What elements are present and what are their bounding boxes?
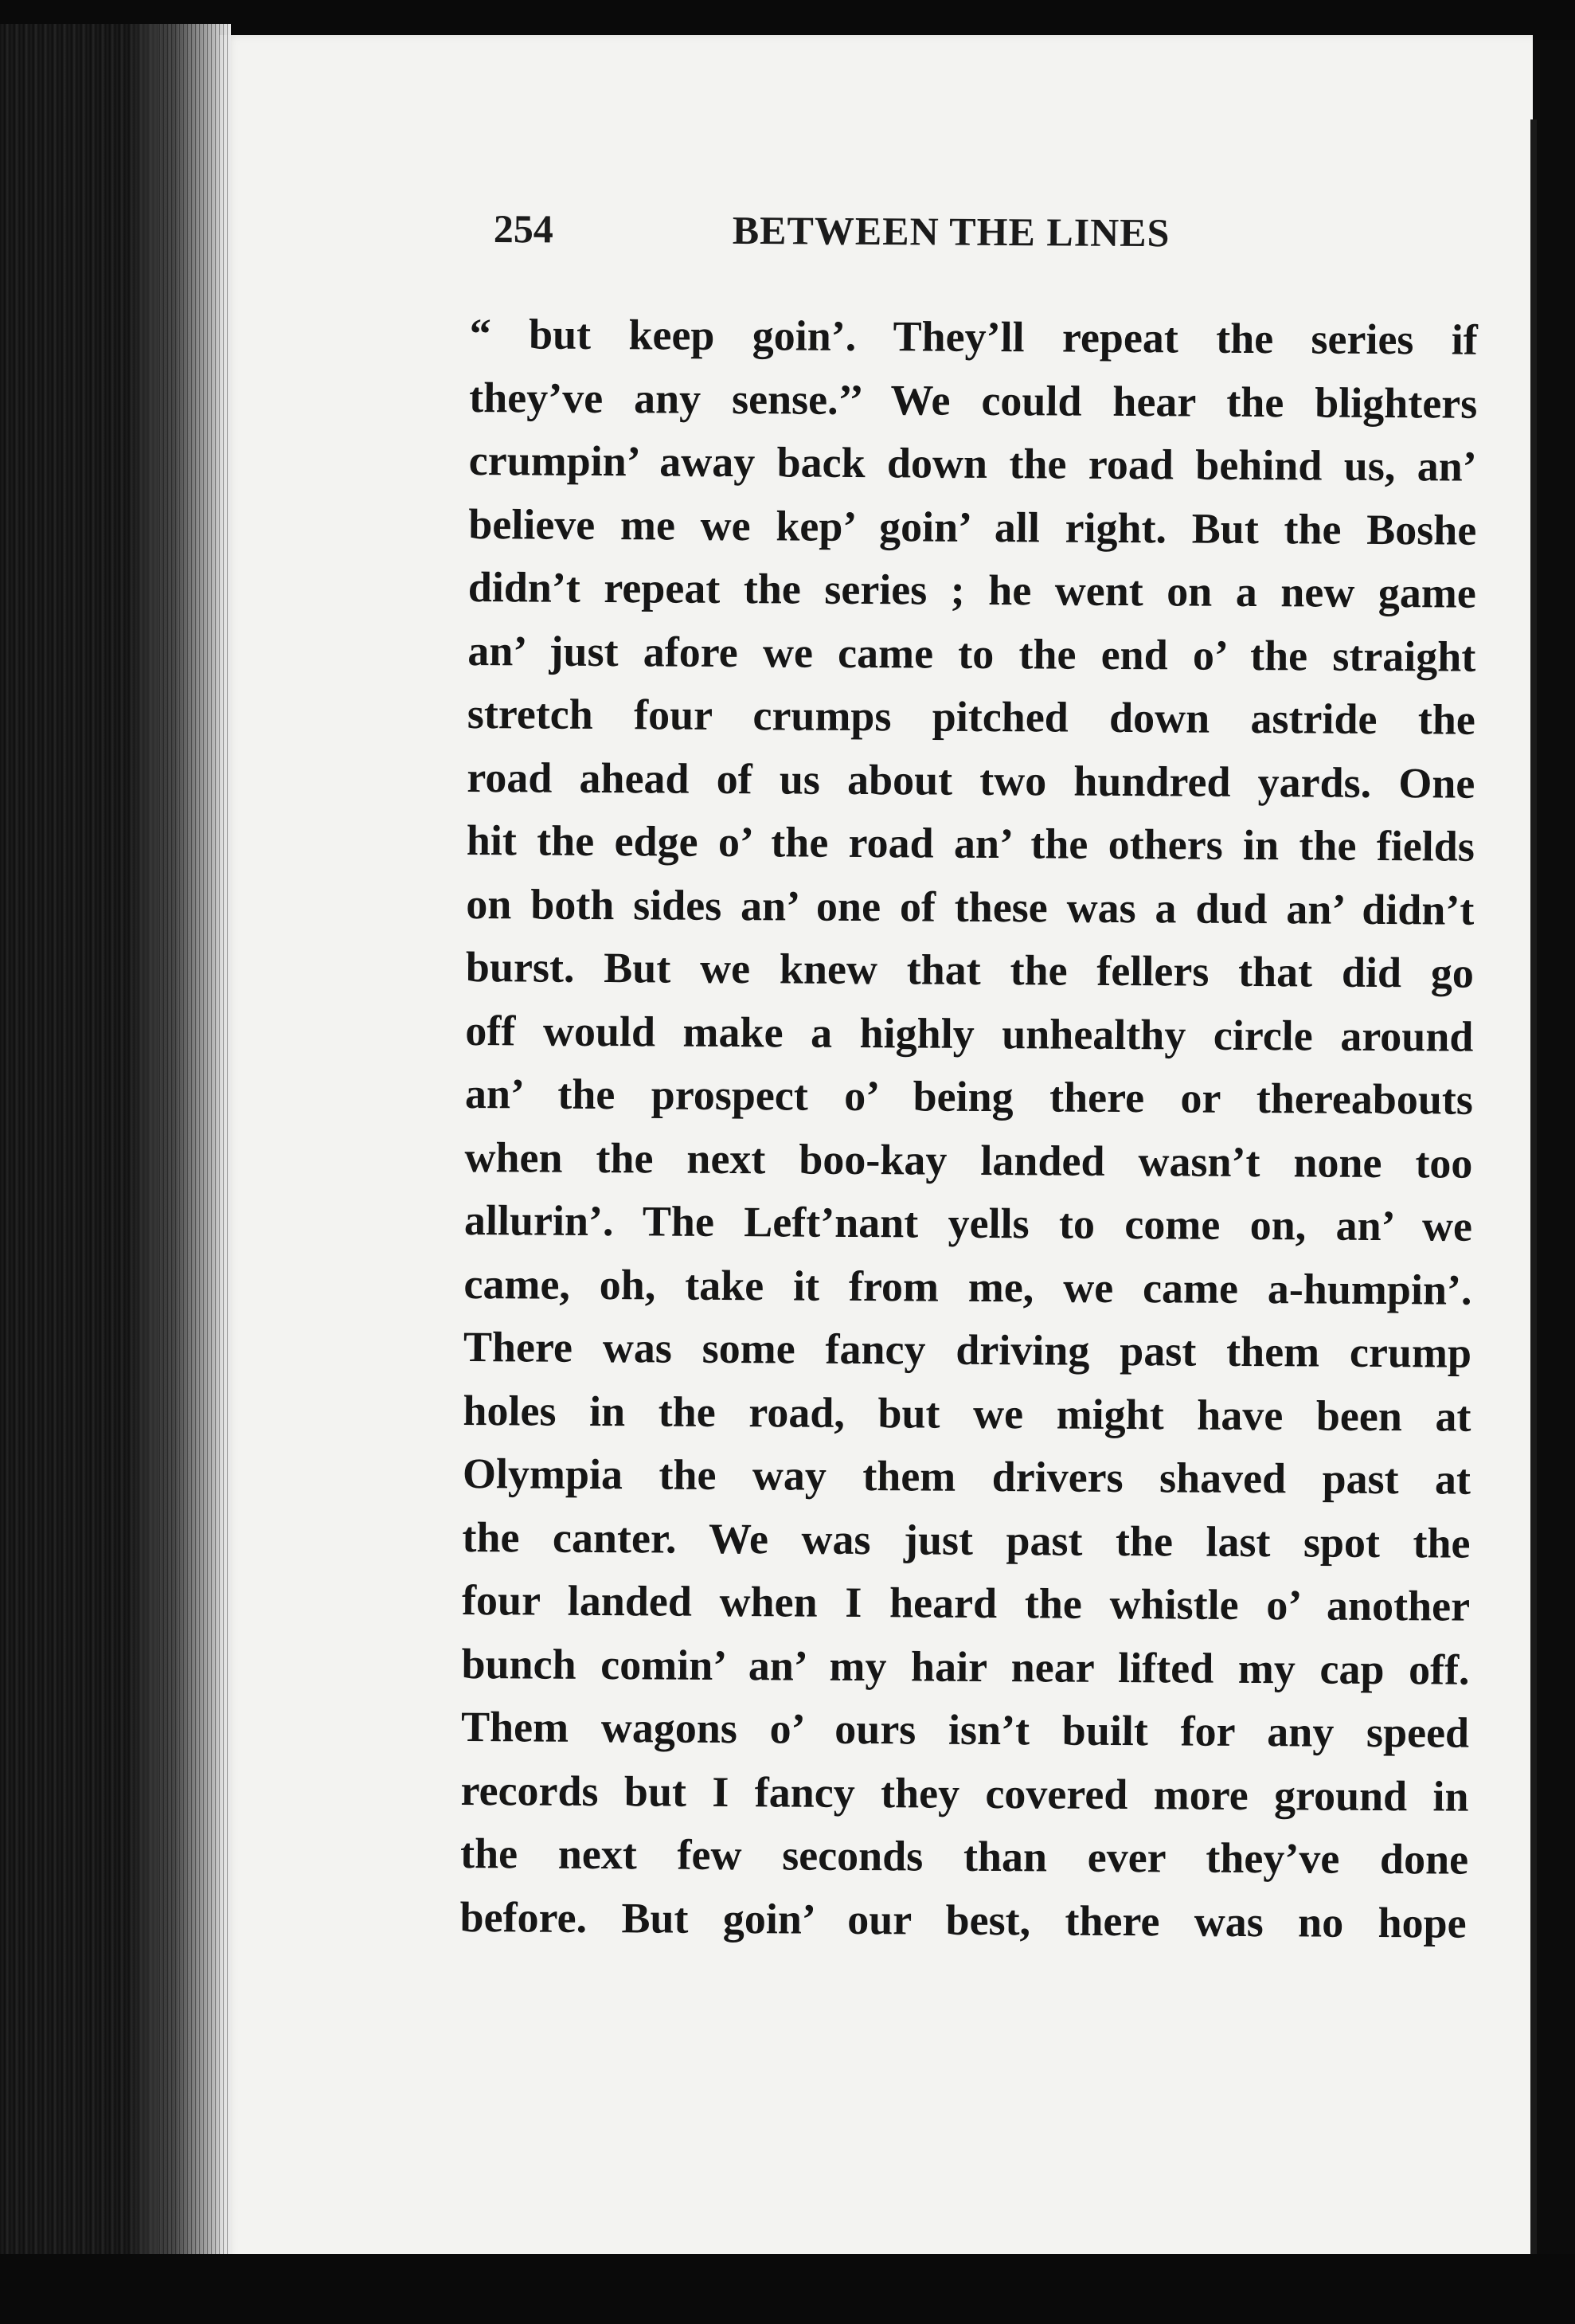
text-line: believe me we kep’ goin’ all right. But the Boshe <box>468 499 1477 554</box>
text-line: didn’t repeat the series ; he went on a new game <box>467 562 1476 617</box>
page-edges <box>159 24 231 2278</box>
text-line: before. But goin’ our best, there was no hope <box>459 1892 1467 1947</box>
text-line: when the next boo-kay landed wasn’t none too <box>464 1133 1473 1187</box>
body-text <box>459 303 1505 1955</box>
text-line: records but I fancy they covered more ground in <box>460 1766 1469 1821</box>
text-line: allurin’. The Left’nant yells to come on, an’ we <box>463 1195 1473 1250</box>
text-line: an’ the prospect o’ being there or thereabouts <box>464 1069 1474 1124</box>
page-right-edge <box>1530 119 1537 2254</box>
text-line: four landed when I heard the whistle o’ another <box>461 1575 1471 1630</box>
page-number: 254 <box>493 205 553 252</box>
text-line: bunch comin’ an’ my hair near lifted my cap off. <box>461 1639 1470 1694</box>
text-line: the next few seconds than ever they’ve done <box>459 1829 1469 1884</box>
text-line: the canter. We was just past the last spot the <box>462 1512 1471 1567</box>
text-line: on both sides an’ one of these was a dud an’ didn’t <box>466 879 1475 934</box>
text-line: came, oh, take it from me, we came a-humpin’. <box>463 1259 1472 1314</box>
text-line: crumpin’ away back down the road behind us, an’ <box>468 436 1477 491</box>
text-line: Them wagons o’ ours isn’t built for any speed <box>460 1702 1470 1757</box>
text-line: There was some fancy driving past them crump <box>463 1322 1472 1377</box>
text-line: road ahead of us about two hundred yards. One <box>467 753 1475 808</box>
running-head: BETWEEN THE LINES <box>732 207 1171 256</box>
scan-top-border <box>0 0 1575 40</box>
scan-bottom-border <box>0 2254 1575 2324</box>
page-header <box>494 205 1258 266</box>
text-line: they’ve any sense.’’ We could hear the blighters <box>469 373 1478 428</box>
text-line: holes in the road, but we might have been at <box>463 1386 1471 1441</box>
text-line: “ but keep goin’. They’ll repeat the series if <box>469 309 1478 364</box>
text-line: hit the edge o’ the road an’ the others in the fields <box>466 816 1475 871</box>
text-line: burst. But we knew that the fellers that did go <box>465 942 1475 997</box>
text-line: an’ just afore we came to the end o’ the straight <box>467 626 1476 681</box>
text-line: off would make a highly unhealthy circle around <box>465 1006 1474 1061</box>
text-line: Olympia the way them drivers shaved past at <box>462 1449 1471 1504</box>
text-line: stretch four crumps pitched down astride the <box>467 689 1476 744</box>
